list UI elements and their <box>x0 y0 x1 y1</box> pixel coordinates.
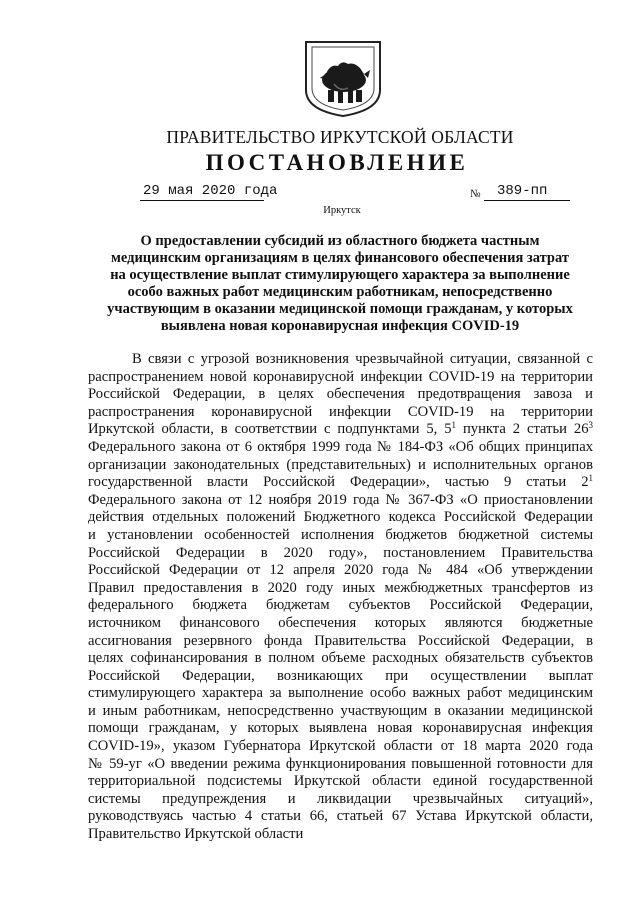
body-line: Российской Федерации от 12 апреля 2020 года № 484 «Об утверждении <box>88 562 593 579</box>
body-line: действия отдельных положений Бюджетного кодекса Российской Федерации <box>88 509 593 526</box>
city-name: Иркутск <box>323 205 361 216</box>
body-line-text: Иркутской области, в соответствии с подпунктами 5, 5 <box>88 421 452 438</box>
body-line: Федерального закона от 12 ноября 2019 года № 367-ФЗ «О приостановлении <box>88 491 593 508</box>
body-line: помощи гражданам, у которых выявлена новая коронавирусная инфекция <box>88 720 593 737</box>
government-name: ПРАВИТЕЛЬСТВО ИРКУТСКОЙ ОБЛАСТИ <box>166 127 514 147</box>
superscript: 3 <box>588 420 593 431</box>
body-line: источником финансового обеспечения которых являются бюджетные <box>88 614 593 631</box>
body-line: Российской Федерации, возникающих при осуществлении выплат <box>88 667 593 684</box>
number-sign: № <box>470 188 481 200</box>
body-line: распространением новой коронавирусной инфекции COVID-19 на территории <box>88 368 593 385</box>
body-line-with-superscript <box>88 474 593 492</box>
body-line-with-superscripts <box>88 421 593 439</box>
body-line: организации законодательных (представительных) и исполнительных органов <box>88 456 593 473</box>
body-line: распространения коронавирусной инфекции COVID-19 на территории <box>88 403 593 420</box>
body-paragraph <box>88 351 593 844</box>
body-line: Федерального закона от 6 октября 1999 года № 184-ФЗ «Об общих принципах <box>88 438 593 455</box>
title-line: участвующим в оказании медицинской помощи гражданам, у которых <box>107 301 573 317</box>
title-line: выявлена новая коронавирусная инфекция COVID-19 <box>160 318 520 334</box>
body-line: № 59-уг «О введении режима функционирования повышенной готовности для <box>88 755 593 772</box>
document-title <box>100 233 580 335</box>
document-type: ПОСТАНОВЛЕНИЕ <box>205 150 469 175</box>
body-line: COVID-19», указом Губернатора Иркутской области от 18 марта 2020 года <box>88 738 593 755</box>
body-line: Российской Федерации в 2020 году», постановлением Правительства <box>88 544 593 561</box>
body-line: целях софинансирования в полном объеме расходных обязательств субъектов <box>88 650 593 667</box>
coat-of-arms-icon <box>304 34 382 118</box>
document-number: 389-пп <box>497 183 548 199</box>
superscript: 1 <box>451 420 457 431</box>
title-line: на осуществление выплат стимулирующего характера за выполнение <box>110 267 570 283</box>
body-line: федерального бюджета бюджетам субъектов Российской Федерации, <box>88 597 593 614</box>
body-line: ассигнования резервного фонда Правительства Российской Федерации, в <box>88 632 593 649</box>
body-line: Российской Федерации, в целях обеспечения предотвращения завоза и <box>88 386 593 403</box>
body-line: руководствуясь частью 4 статьи 66, статьей 67 Устава Иркутской области, <box>88 808 593 825</box>
body-line: Правительство Иркутской области <box>88 826 304 843</box>
date-underline <box>140 200 264 201</box>
body-line: территориальной подсистемы Иркутской области единой государственной <box>88 773 593 790</box>
body-line: и установлении особенностей исполнения бюджетов бюджетной системы <box>88 526 593 543</box>
superscript: 1 <box>588 473 593 484</box>
body-line: системы предупреждения и ликвидации чрезвычайных ситуаций», <box>88 790 593 807</box>
title-line: особо важных работ медицинским работникам, непосредственно <box>127 284 553 300</box>
title-line: медицинским организациям в целях финансового обеспечения затрат <box>110 250 569 266</box>
body-line: Правил предоставления в 2020 году иных межбюджетных трансфертов из <box>88 579 593 596</box>
title-line: О предоставлении субсидий из областного бюджета частным <box>140 233 540 249</box>
document-date: 29 мая 2020 года <box>143 183 278 199</box>
body-line: и иным работникам, непосредственно участвующим в оказании медицинской <box>88 702 593 719</box>
body-line: В связи с угрозой возникновения чрезвычайной ситуации, связанной с <box>132 351 593 367</box>
number-underline <box>484 200 570 201</box>
body-line: стимулирующего характера за выполнение особо важных работ медицинским <box>88 685 593 702</box>
body-line-text: государственной власти Российской Федерации», частью 9 статьи 2 <box>88 474 589 491</box>
body-line-text: пункта 2 статьи 26 <box>456 421 589 438</box>
